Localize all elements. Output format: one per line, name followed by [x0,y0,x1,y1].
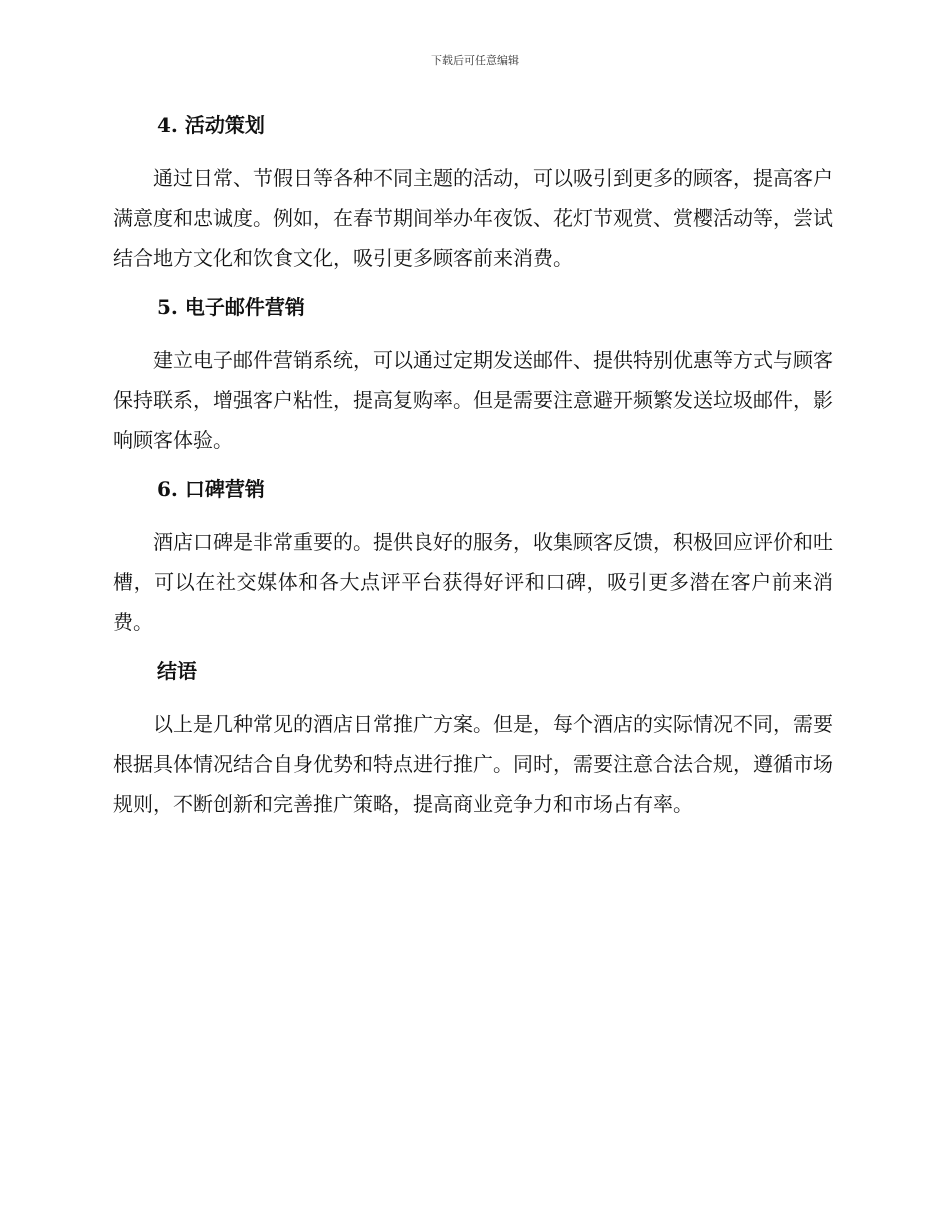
section-paragraph: 通过日常、节假日等各种不同主题的活动，可以吸引到更多的顾客，提高客户满意度和忠诚度。例如，在春节期间举办年夜饭、花灯节观赏、赏樱活动等，尝试结合地方文化和饮食文化，吸引更多顾客前来消费。 [113,166,833,270]
section-paragraph: 建立电子邮件营销系统，可以通过定期发送邮件、提供特别优惠等方式与顾客保持联系，增强客户粘性，提高复购率。但是需要注意避开频繁发送垃圾邮件，影响顾客体验。 [113,348,833,452]
section-heading: 5. 电子邮件营销 [157,295,305,319]
section-heading: 结语 [157,659,197,683]
section-heading: 4. 活动策划 [157,113,265,137]
section-paragraph: 酒店口碑是非常重要的。提供良好的服务，收集顾客反馈，积极回应评价和吐槽，可以在社交媒体和各大点评平台获得好评和口碑，吸引更多潜在客户前来消费。 [113,530,833,634]
page-header: 下载后可任意编辑 [431,54,519,67]
section-activity-planning [113,110,833,278]
section-heading: 6. 口碑营销 [157,477,265,501]
section-word-of-mouth [113,474,833,642]
section-paragraph: 以上是几种常见的酒店日常推广方案。但是，每个酒店的实际情况不同，需要根据具体情况结合自身优势和特点进行推广。同时，需要注意合法合规，遵循市场规则，不断创新和完善推广策略，提高商业竞争力和市场占有率。 [113,712,833,816]
section-conclusion [113,656,833,824]
section-email-marketing [113,292,833,460]
document-body [113,110,833,838]
